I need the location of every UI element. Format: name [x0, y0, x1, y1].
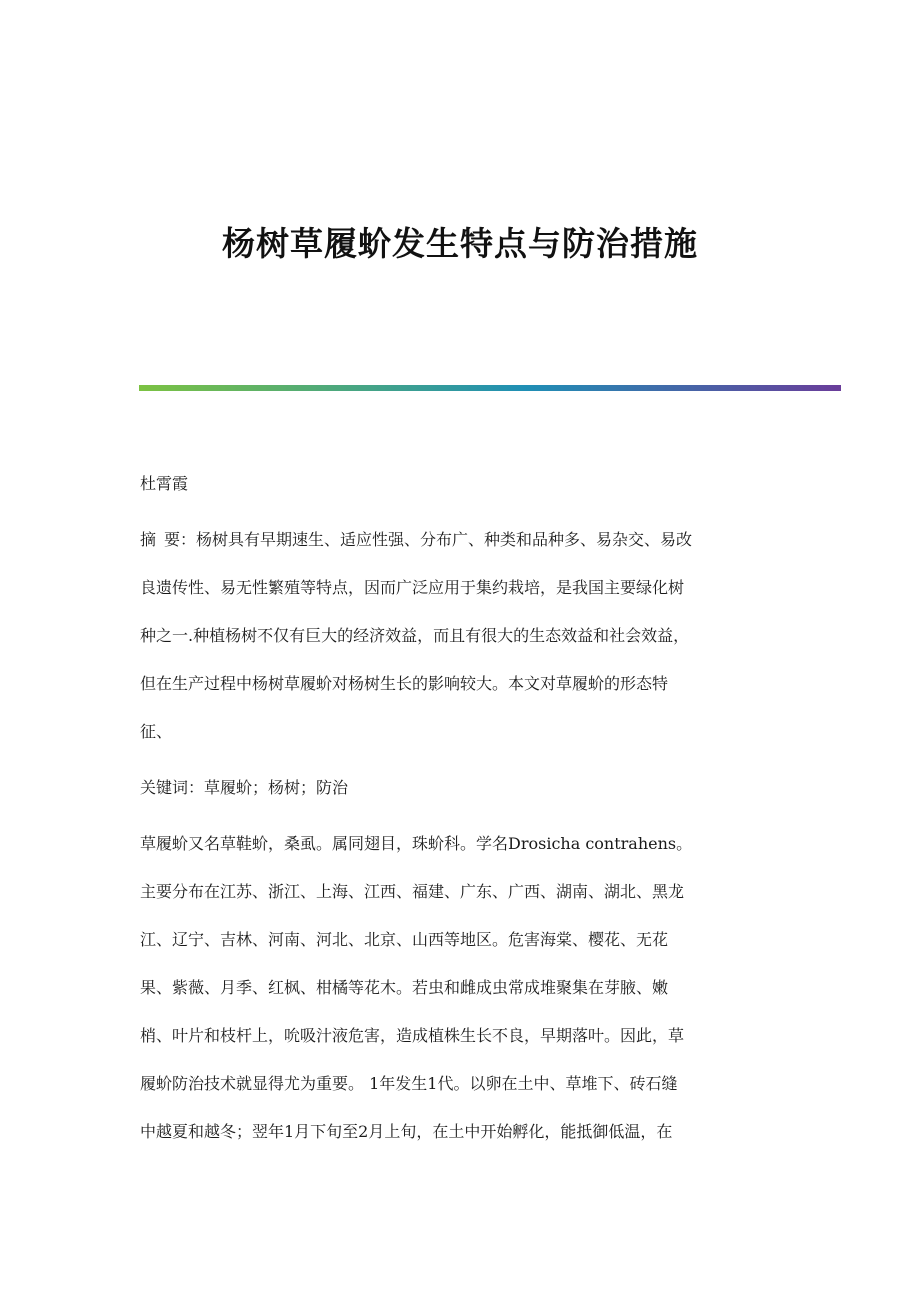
page-title: 杨树草履蚧发生特点与防治措施: [222, 224, 698, 263]
abstract-label-first: 摘: [140, 530, 157, 549]
abstract-line-4: 但在生产过程中杨树草履蚧对杨树生长的影响较大。本文对草履蚧的形态特: [140, 674, 669, 693]
abstract-line-3: 种之一.种植杨树不仅有巨大的经济效益，而且有很大的生态效益和社会效益，: [140, 626, 690, 645]
paragraph-line-5: 梢、叶片和枝杆上，吮吸汁液危害，造成植株生长不良，早期落叶。因此，草: [140, 1026, 685, 1045]
paragraph-line-7: 中越夏和越冬；翌年1月下旬至2月上旬，在土中开始孵化，能抵御低温，在: [140, 1122, 673, 1141]
abstract-text: 杨树具有早期速生、适应性强、分布广、种类和品种多、易杂交、易改: [196, 530, 693, 549]
paragraph-line-1: 草履蚧又名草鞋蚧，桑虱。属同翅目，珠蚧科。学名Drosicha contrahens。: [140, 834, 693, 853]
abstract-line-5: 征、: [140, 722, 173, 741]
abstract-label-second: 要：: [164, 530, 197, 549]
author-name: 杜霄霞: [140, 474, 189, 493]
paragraph-line-3: 江、辽宁、吉林、河南、河北、北京、山西等地区。危害海棠、樱花、无花: [140, 930, 669, 949]
abstract-line-2: 良遗传性、易无性繁殖等特点，因而广泛应用于集约栽培，是我国主要绿化树: [140, 578, 685, 597]
keywords: 关键词：草履蚧；杨树；防治: [140, 778, 349, 797]
paragraph-line-6: 履蚧防治技术就显得尤为重要。 1年发生1代。以卵在土中、草堆下、砖石缝: [140, 1074, 678, 1093]
body-paragraph: [140, 820, 780, 1156]
title-divider: [139, 385, 841, 391]
abstract: [140, 516, 780, 756]
paragraph-line-4: 果、紫薇、月季、红枫、柑橘等花木。若虫和雌成虫常成堆聚集在芽腋、嫩: [140, 978, 669, 997]
abstract-line-1: [140, 516, 780, 564]
paragraph-line-2: 主要分布在江苏、浙江、上海、江西、福建、广东、广西、湖南、湖北、黑龙: [140, 882, 685, 901]
